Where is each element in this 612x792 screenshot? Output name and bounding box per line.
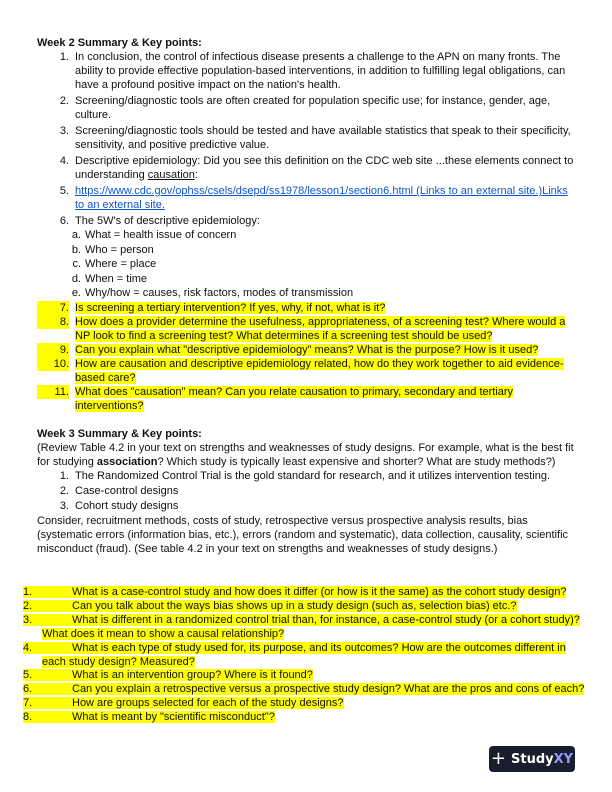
list-item: 2. Screening/diagnostic tools are often created for population specific use; for instance, gender, age, culture. [59,95,551,121]
question-item: 2. Can you talk about the ways bias shows up in a study design (such as, selection bias) etc.? [23,599,517,612]
week3-list [37,469,577,513]
list-item: 5. https://www.cdc.gov/ophss/csels/dsepd/ss1978/lesson1/section6.html (Links to an external site.)Links to an external site. [59,185,568,211]
studyxy-badge[interactable] [489,746,575,772]
sub-item: d. When = time [71,272,148,285]
document-page [37,36,577,556]
question-item: 11. What does "causation" mean? Can you relate causation to primary, secondary and tertiary interventions? [37,385,577,413]
list-item: 1. In conclusion, the control of infectious disease presents a challenge to the APN on many fronts. The ability to provide effective population-based interventions, in addition to fulfilling legal obligations, can have a profound positive impact on the nation's health. [59,51,566,91]
question-item: 5. What is an intervention group? Where is it found? [23,669,313,682]
sub-item: b. Who = person [71,243,154,256]
question-item: 6. Can you explain a retrospective versus a prospective study design? What are the pros and cons of each? [23,683,585,696]
week2-heading: Week 2 Summary & Key points: [37,37,202,49]
week3-intro: (Review Table 4.2 in your text on strengths and weaknesses of study designs. For example, what is the best fit for studying association? Which study is typically least expensive and shorter? What are study methods?) [37,441,574,468]
question-item: 4. What is each type of study used for, its purpose, and its outcomes? How are the outcomes different in each study design? Measured? [23,641,566,668]
sub-item: a. What = health issue of concern [71,229,237,241]
causation-term: causation [147,169,195,181]
list-item: 1. The Randomized Control Trial is the gold standard for research, and it utilizes intervention testing. [59,469,551,482]
week3-heading: Week 3 Summary & Key points: [37,427,202,440]
week2-questions [37,301,577,413]
sub-item: c. Where = place [72,258,157,270]
question-item: 3. What is different in a randomized control trial than, for instance, a case-control study (or a cohort study)? What does it mean to show a causal relationship? [23,613,580,640]
question-item: 9. Can you explain what "descriptive epidemiology" means? What is the purpose? How is it used? [37,343,577,357]
question-item: 8. How does a provider determine the usefulness, appropriateness, of a screening test? Where would a NP look to find a screening test? What determines if a screening test should be used? [37,315,577,343]
question-item: 7. How are groups selected for each of the study designs? [23,697,344,710]
plus-icon: + [490,748,507,769]
five-ws-list [37,228,577,301]
question-item: 10. How are causation and descriptive epidemiology related, how do they work together to aid evidence-based care? [37,357,577,385]
list-item: 6. The 5W's of descriptive epidemiology: [59,215,260,227]
list-item: 2. Case-control designs [59,484,179,497]
week3-consider: Consider, recruitment methods, costs of study, retrospective versus prospective analysis results, bias (systematic errors (information bias, etc.), errors (random and systematic), data collection, causality, scientific misconduct (fraud). (See table 4.2 in your text on strengths and weaknesses of study designs.) [37,514,569,555]
list-item: 3. Cohort study designs [59,499,179,512]
question-item: 1. What is a case-control study and how does it differ (or how is it the same) as the cohort study design? [23,586,567,598]
question-item: 8. What is meant by "scientific misconduct"? [23,711,275,724]
list-item: 4. Descriptive epidemiology: Did you see this definition on the CDC web site ...these elements connect to understanding causation: [59,155,574,181]
list-item: 3. Screening/diagnostic tools should be tested and have available statistics that speak to their specificity, sensitivity, and positive predictive value. [59,125,571,151]
week3-questions [0,586,590,725]
cdc-link[interactable]: https://www.cdc.gov/ophss/csels/dsepd/ss1978/lesson1/section6.html (Links to an external site.)Links to an external site. [75,185,568,211]
week2-list [37,50,577,228]
question-item: 7. Is screening a tertiary intervention? If yes, why, if not, what is it? [37,301,577,315]
badge-label: StudyXY [511,751,574,767]
sub-item: e. Why/how = causes, risk factors, modes of transmission [71,287,354,299]
